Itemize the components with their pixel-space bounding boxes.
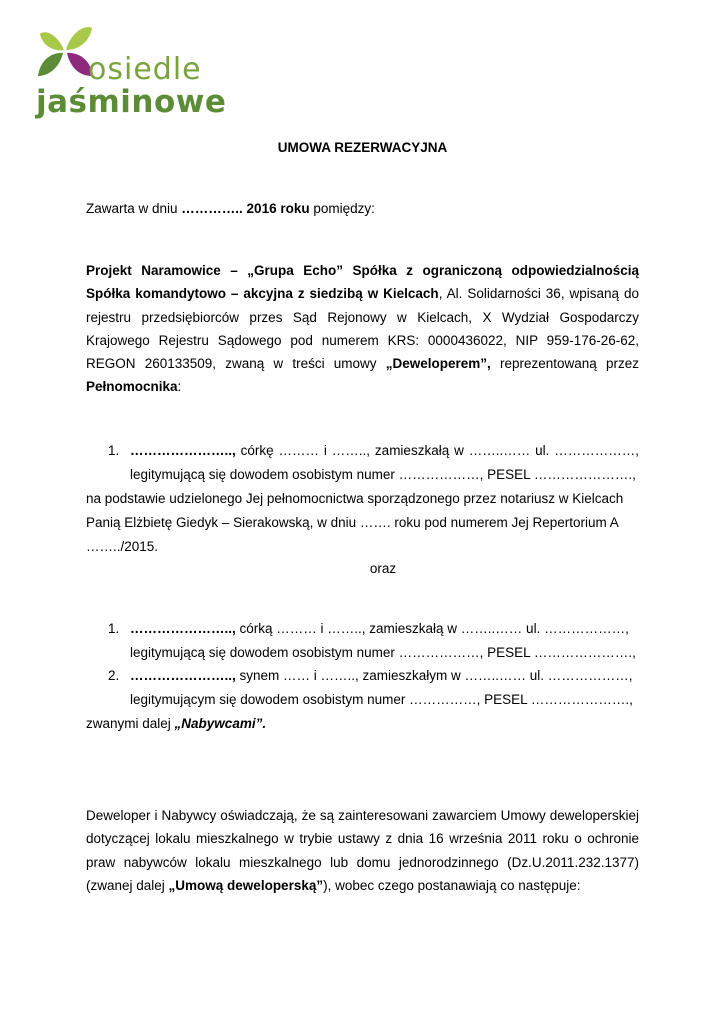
document-title: UMOWA REZERWACYJNA — [277, 140, 448, 155]
buyer-1-line-1 — [130, 621, 629, 636]
developer-line-5 — [86, 352, 639, 375]
intro-line — [86, 201, 375, 216]
proxy-details: córkę ……… i …….., zamieszkałą w ……..…… ul. ………………, — [235, 443, 639, 458]
buyers-alias: „Nabywcami”. — [174, 716, 267, 731]
buyer-1-name-placeholder: ………………….., — [130, 621, 236, 636]
developer-line-6 — [86, 375, 639, 398]
declaration-alias: „Umową deweloperską” — [168, 877, 324, 893]
declaration-text: (zwanej dalej — [86, 877, 169, 893]
developer-regon: REGON 260133509, zwaną w treści umowy — [86, 356, 386, 372]
logo-word-jasminowe: jaśminowe — [36, 84, 227, 120]
declaration-text-end: ), wobec czego postanawiają co następuje: — [323, 877, 581, 893]
buyer-1-number: 1. — [108, 621, 120, 636]
developer-line-2 — [86, 282, 639, 305]
developer-address: , Al. Solidarności 36, wpisaną do — [438, 286, 639, 302]
buyer-2-line-2: legitymującym się dowodem osobistym numer ……………, PESEL …………………., — [130, 692, 633, 707]
developer-name: Projekt Naramowice – „Grupa Echo” Spółka z ograniczoną odpowiedzialnością — [86, 263, 639, 278]
proxy-line-5: ……../2015. — [86, 539, 159, 554]
buyer-1-line-2: legitymującą się dowodem osobistym numer ………………, PESEL …………………., — [130, 645, 636, 660]
proxy-line-3: na podstawie udzielonego Jej pełnomocnictwa sporządzonego przez notariusz w Kielcach — [86, 491, 624, 506]
buyer-1-details: córką ……… i …….., zamieszkałą w ……..…… ul. ………………, — [235, 621, 629, 636]
developer-line-4: Krajowego Rejestru Sądowego pod numerem KRS: 0000436022, NIP 959-176-26-62, — [86, 332, 639, 348]
proxy-name-placeholder: ………………….., — [130, 443, 236, 458]
proxy-line-4: Panią Elżbietę Giedyk – Sierakowską, w dniu ……. roku pod numerem Jej Repertorium A — [86, 515, 619, 530]
buyers-named-line — [86, 716, 266, 731]
jasmine-flower-icon — [36, 22, 96, 84]
oraz-text: oraz — [369, 561, 397, 576]
proxy-line-1 — [130, 443, 639, 458]
buyer-2-name-placeholder: ………………….., — [130, 668, 236, 683]
developer-alias: „Deweloperem”, — [385, 356, 491, 372]
declaration-line-4 — [86, 874, 639, 897]
logo-word-osiedle: osiedle — [88, 52, 202, 87]
buyer-2-number: 2. — [108, 668, 120, 683]
proxy-line-2: legitymującą się dowodem osobistym numer ………………, PESEL …………………., — [130, 467, 636, 482]
declaration-line-3: praw nabywców lokalu mieszkalnego lub domu jednorodzinnego (Dz.U.2011.232.1377) — [86, 854, 639, 870]
declaration-paragraph — [86, 804, 639, 897]
developer-line-3: rejestru przedsiębiorców przes Sąd Rejonowy w Kielcach, X Wydział Gospodarczy — [86, 309, 639, 325]
buyer-2-line-1 — [130, 668, 633, 683]
buyer-2-details: synem …… i …….., zamieszkałym w ……..…… ul. ………………, — [235, 668, 633, 683]
intro-text: Zawarta w dniu — [86, 201, 182, 216]
proxy-label: Pełnomocnika — [86, 379, 178, 395]
buyers-named-text: zwanymi dalej — [86, 716, 175, 731]
colon: : — [177, 379, 182, 395]
developer-line-1 — [86, 259, 639, 282]
declaration-line-1: Deweloper i Nabywcy oświadczają, że są zainteresowani zawarciem Umowy deweloperskiej — [86, 808, 639, 823]
intro-text-end: pomiędzy: — [309, 201, 375, 216]
developer-represented: reprezentowaną przez — [490, 356, 639, 372]
developer-paragraph — [86, 259, 639, 399]
intro-date-placeholder: ………….. 2016 roku — [181, 201, 310, 216]
declaration-line-2: dotyczącej lokalu mieszkalnego w trybie ustawy z dnia 16 września 2011 roku o ochronie — [86, 831, 639, 847]
proxy-number: 1. — [108, 443, 120, 458]
company-logo — [36, 22, 227, 122]
developer-legal-form: Spółka komandytowo – akcyjna z siedzibą w Kielcach — [86, 286, 439, 302]
